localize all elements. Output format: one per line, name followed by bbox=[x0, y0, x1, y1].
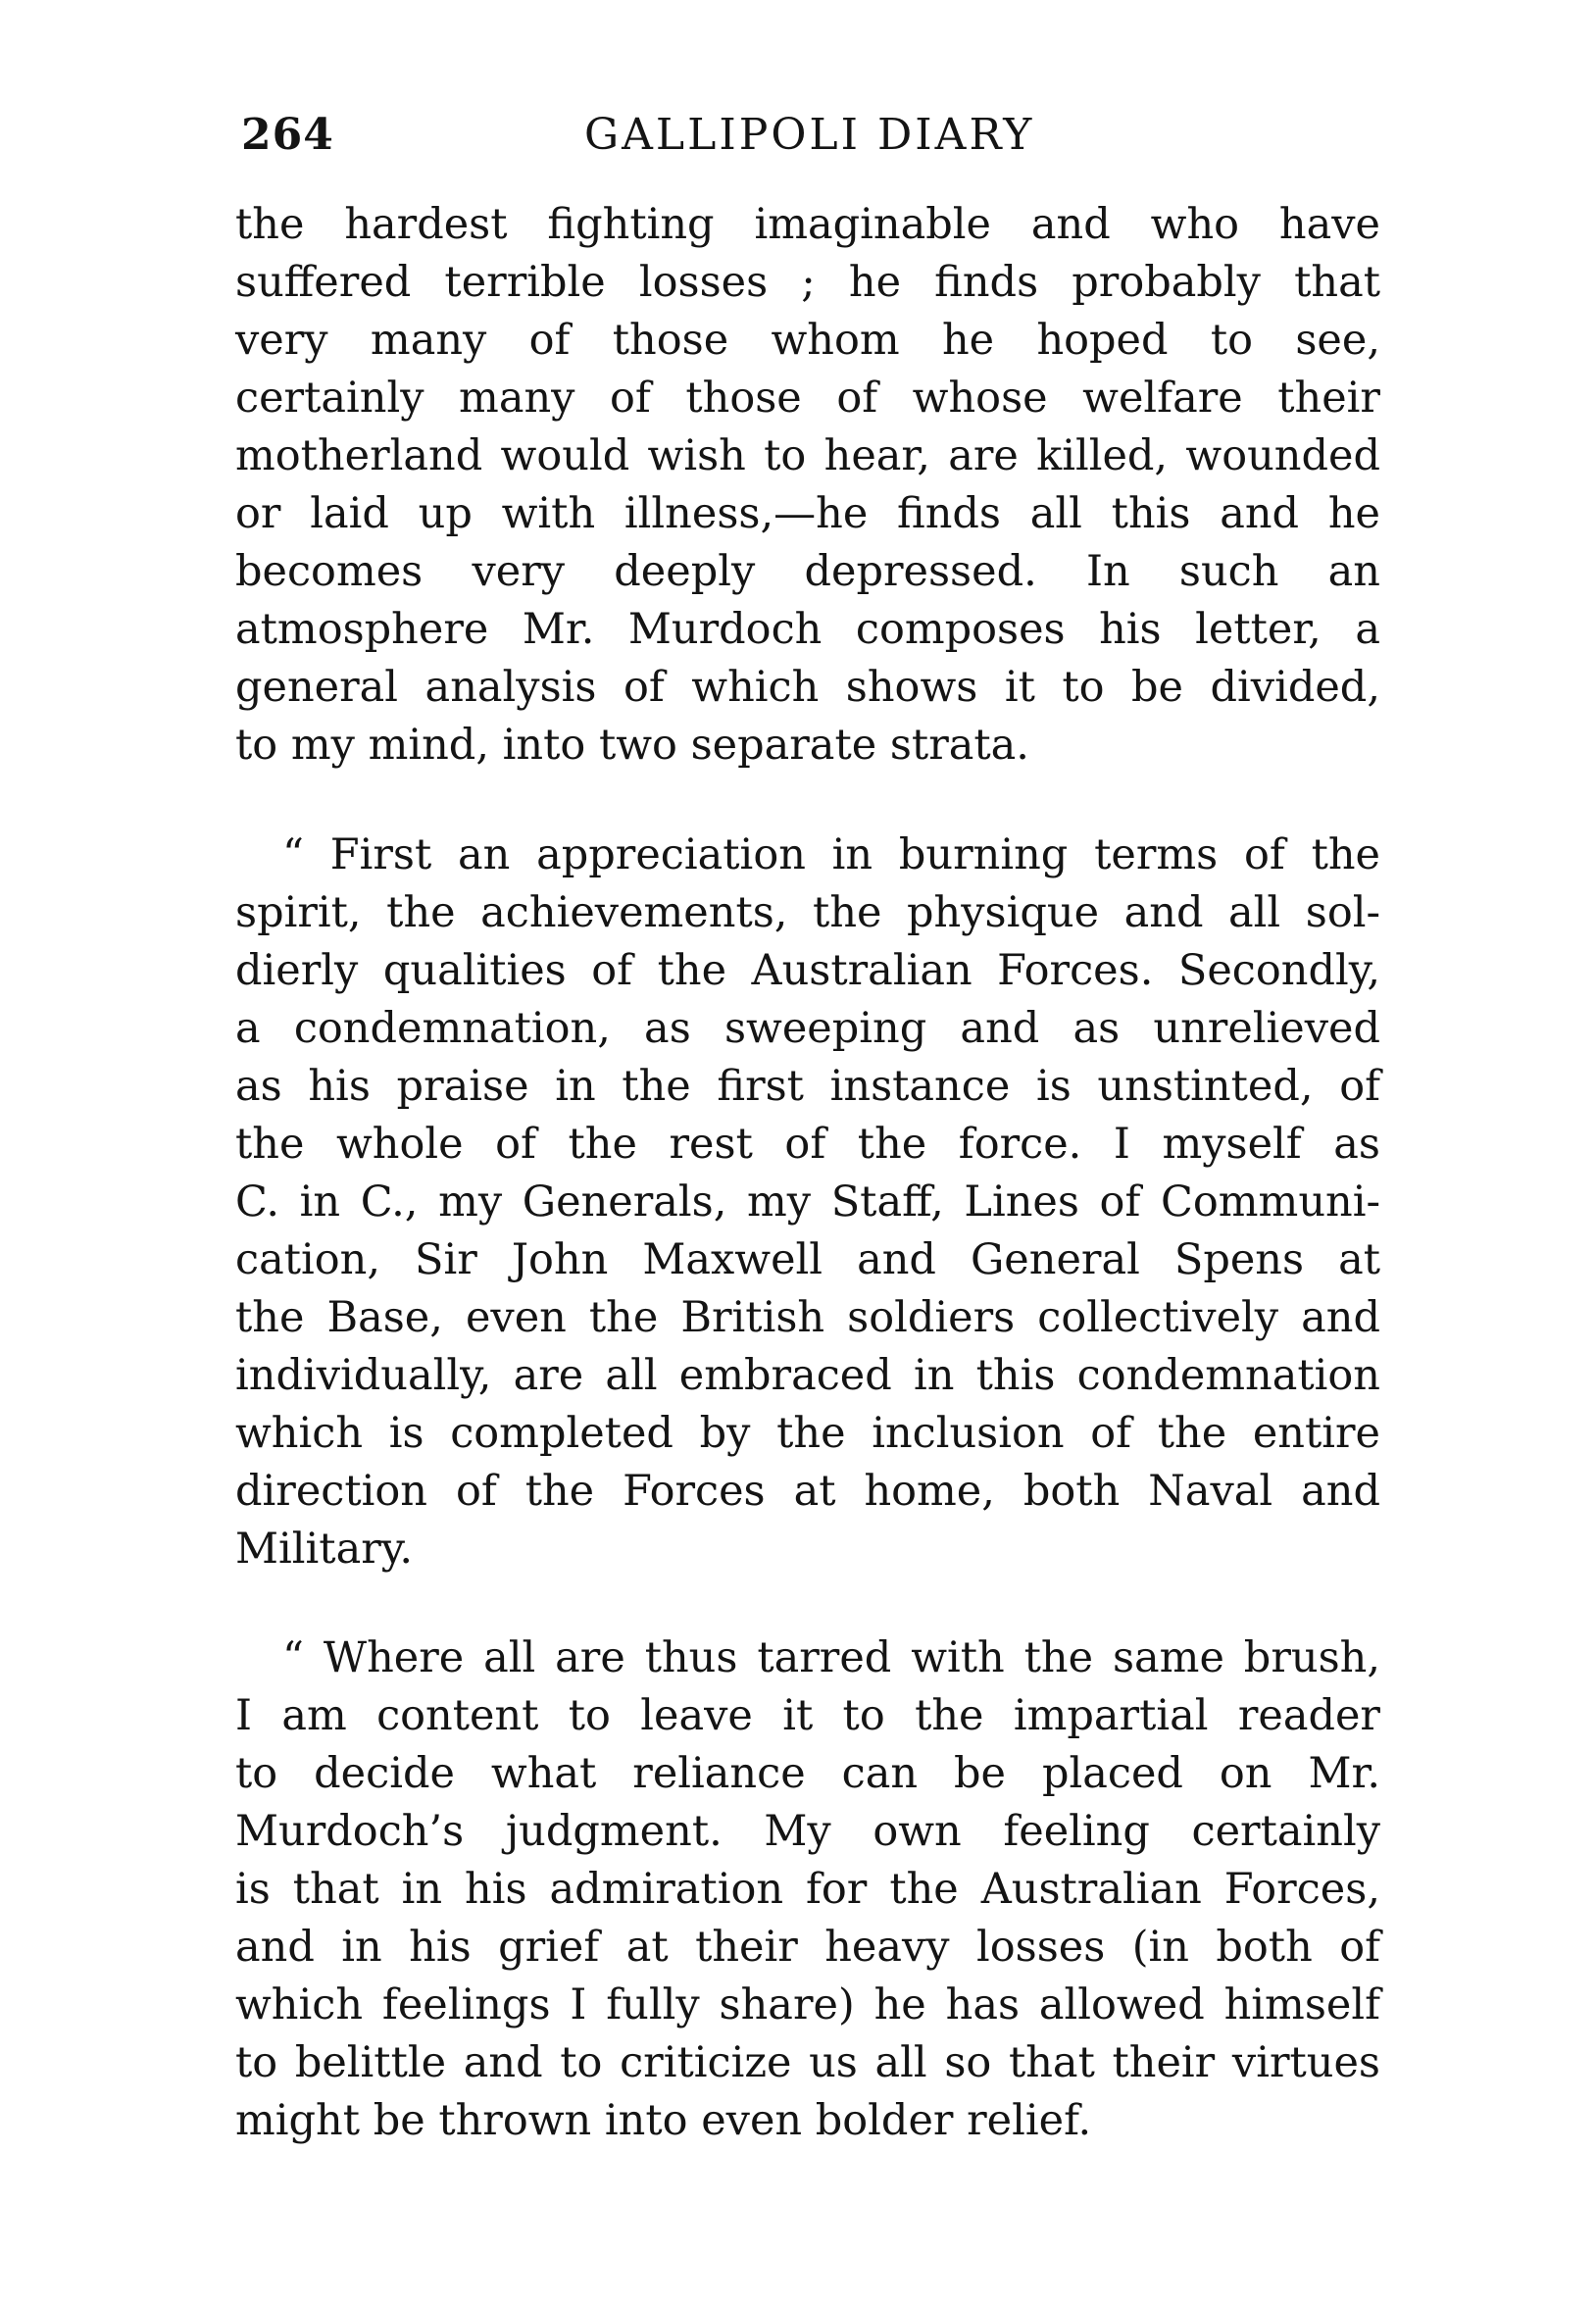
text-line: and in his grief at their heavy losses (in both of bbox=[235, 1923, 1380, 1972]
text-line: certainly many of those of whose welfare their bbox=[235, 374, 1380, 423]
text-line: dierly qualities of the Australian Forces. Secondly, bbox=[235, 946, 1380, 995]
text-line: which feelings I fully share) he has allowed himself bbox=[235, 1980, 1380, 2029]
text-line: as his praise in the first instance is unstinted, of bbox=[235, 1062, 1380, 1111]
text-line: might be thrown into even bolder relief. bbox=[235, 2096, 1092, 2145]
text-line: the Base, even the British soldiers collectively and bbox=[235, 1293, 1380, 1342]
paragraph-1 bbox=[235, 196, 1380, 775]
text-line: motherland would wish to hear, are killed, wounded bbox=[235, 431, 1380, 480]
paragraph-3 bbox=[235, 1629, 1380, 2150]
text-line: Military. bbox=[235, 1525, 414, 1574]
page-number: 264 bbox=[241, 110, 334, 160]
text-line: the hardest fighting imaginable and who have bbox=[235, 200, 1380, 249]
text-line: C. in C., my Generals, my Staff, Lines of Communi- bbox=[235, 1177, 1380, 1227]
text-line: I am content to leave it to the impartial reader bbox=[235, 1691, 1380, 1740]
text-line: Murdoch’s judgment. My own feeling certainly bbox=[235, 1807, 1380, 1856]
text-line: individually, are all embraced in this condemnation bbox=[235, 1351, 1380, 1400]
running-title: GALLIPOLI DIARY bbox=[584, 110, 1035, 160]
text-line: becomes very deeply depressed. In such an bbox=[235, 547, 1380, 596]
text-line: suffered terrible losses ; he finds probably that bbox=[235, 258, 1380, 307]
paragraph-2 bbox=[235, 826, 1380, 1578]
text-line: is that in his admiration for the Australian Forces, bbox=[235, 1865, 1380, 1914]
text-line: or laid up with illness,—he finds all this and he bbox=[235, 489, 1380, 538]
text-line: a condemnation, as sweeping and as unrelieved bbox=[235, 1004, 1380, 1053]
text-line: which is completed by the inclusion of the entire bbox=[235, 1409, 1380, 1458]
text-line: very many of those whom he hoped to see, bbox=[235, 316, 1380, 365]
text-line: to my mind, into two separate strata. bbox=[235, 721, 1029, 770]
text-line: to decide what reliance can be placed on Mr. bbox=[235, 1749, 1380, 1798]
text-line: atmosphere Mr. Murdoch composes his letter, a bbox=[235, 605, 1380, 654]
text-line: general analysis of which shows it to be divided, bbox=[235, 663, 1380, 712]
text-line: spirit, the achievements, the physique and all sol- bbox=[235, 888, 1380, 937]
text-line: to belittle and to criticize us all so that their virtues bbox=[235, 2038, 1380, 2087]
text-line: cation, Sir John Maxwell and General Spens at bbox=[235, 1235, 1380, 1284]
running-head bbox=[241, 110, 1378, 169]
text-line: the whole of the rest of the force. I myself as bbox=[235, 1120, 1380, 1169]
text-line: “ Where all are thus tarred with the same brush, bbox=[282, 1633, 1380, 1682]
text-line: “ First an appreciation in burning terms of the bbox=[282, 830, 1380, 879]
text-line: direction of the Forces at home, both Naval and bbox=[235, 1467, 1380, 1516]
